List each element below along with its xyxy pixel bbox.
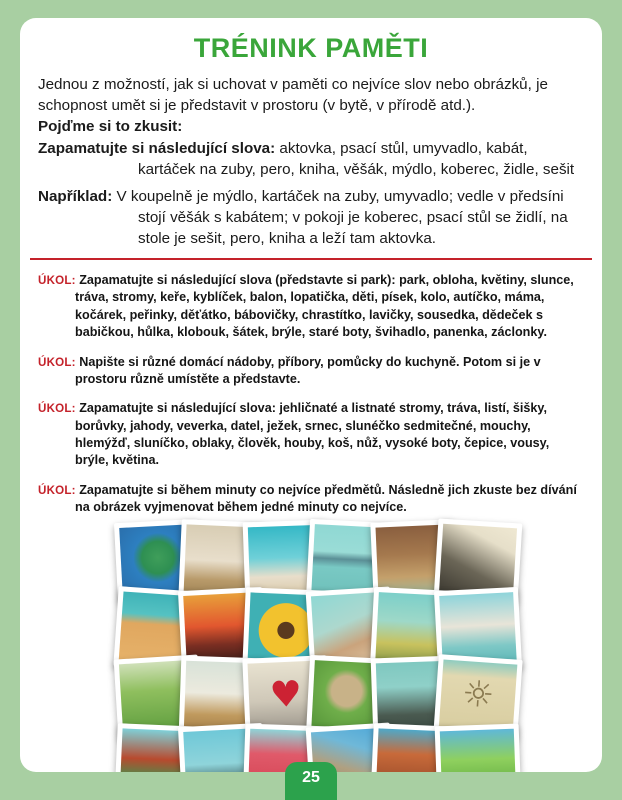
task-block-2 [38,354,584,389]
lets-try-heading: Pojďme si to zkusit: [38,118,183,136]
task-text-4: Zapamatujte si během minuty co nejvíce předmětů. Následně jich zkuste bez dívání na obrázek vyjmenovat během jedné minuty co nejvíce. [75,482,577,515]
task-label-1: ÚKOL: [38,274,76,288]
red-divider [30,258,592,260]
page [20,18,602,772]
task-text-3: Zapamatujte si následující slova: jehličnaté a listnaté stromy, tráva, listí, šišky, borůvky, jahody, veverka, datel, ježek, srnec, slunéčko sedmitečné, mouchy, hlemýžď, sluníčko, oblaky, člověk, houby, koš, nůž, vysoké boty, čepice, vousy, brýle, květina. [75,401,550,468]
hand-heart-glyph-icon: ♥ [268,673,303,716]
task-block-1 [38,272,584,342]
task-block-4 [38,482,584,517]
example-text: V koupelně je mýdlo, kartáček na zuby, umyvadlo; vedle v předsíni stojí věšák s kabátem; v pokoji je koberec, psací stůl se židlí, na stole je sešit, pero, kniha a leží tam aktovka. [116,188,568,248]
task-text-2: Napište si různé domácí nádoby, příbory, pomůcky do kuchyně. Potom si je v prostoru různě umístěte a představte. [75,354,541,386]
photo-grass-field [435,723,522,772]
sun-in-sand-glyph-icon: ☼ [460,673,496,717]
page-number: 25 [302,769,320,786]
page-number-tab [285,762,337,800]
intro-paragraph: Jednou z možností, jak si uchovat v paměti co nejvíce slov nebo obrázků, je schopnost umět si je představit v prostoru (v bytě, v přírodě atd.). [38,75,548,114]
task-block-3 [38,400,584,470]
memorize-label: Zapamatujte si následující slova: [38,140,276,158]
task-label-3: ÚKOL: [38,402,76,416]
task-text-1: Zapamatujte si následující slova (představte si park): park, obloha, květiny, slunce, tráva, stromy, keře, kyblíček, balon, lopatička, děti, písek, kolo, autíčko, máma, kočárek, peřinky, děťátko, bábovičky, chrastítko, lavičky, sousedka, dědeček s babičkou, hůlka, klobouk, šátek, brýle, staré boty, švihadlo, panenka, záclonky. [75,273,574,340]
page-title: TRÉNINK PAMĚTI [193,33,429,63]
memorize-text: aktovka, psací stůl, umyvadlo, kabát, kartáček na zuby, pero, kniha, věšák, mýdlo, koberec, židle, sešit [138,140,575,179]
example-block [38,187,584,250]
memorize-block [38,139,584,181]
task-label-4: ÚKOL: [38,483,76,497]
example-label: Například: [38,188,113,206]
photo-collage [124,529,508,772]
task-label-2: ÚKOL: [38,355,76,369]
